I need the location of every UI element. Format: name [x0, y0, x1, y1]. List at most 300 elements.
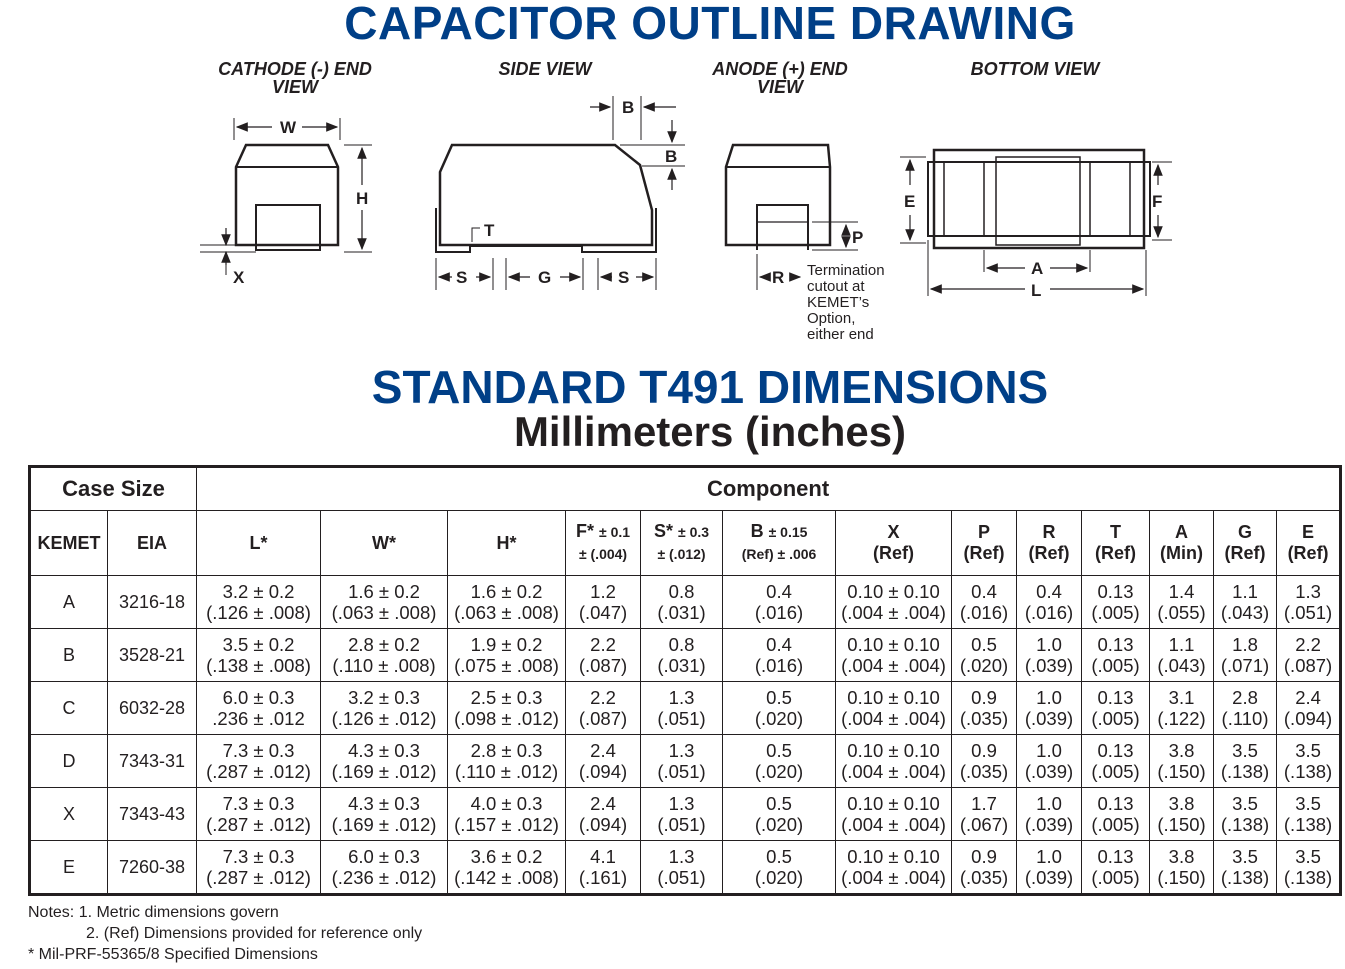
dimension-cell	[1017, 682, 1082, 735]
dimension-cell	[448, 682, 566, 735]
dimension-cell	[1277, 576, 1341, 629]
metric-value: 0.8	[668, 634, 695, 655]
dimension-cell	[836, 576, 952, 629]
note-3: * Mil-PRF-55365/8 Specified Dimensions	[28, 946, 318, 963]
dim-r-label: R	[772, 268, 785, 287]
metric-value: 1.6 ± 0.2	[470, 581, 543, 602]
inch-value: (.157 ± .012)	[454, 814, 559, 835]
dim-e-label: E	[904, 192, 916, 211]
bottom-view-label: BOTTOM VIEW	[970, 59, 1100, 79]
metric-value: 1.9 ± 0.2	[470, 634, 543, 655]
inch-value: (.063 ± .008)	[331, 602, 437, 623]
inch-value: (.150)	[1157, 761, 1206, 782]
metric-value: 3.2 ± 0.3	[348, 687, 420, 708]
dimension-cell	[952, 629, 1017, 682]
dimension-cell	[448, 576, 566, 629]
metric-value: 1.3	[668, 687, 695, 708]
dimension-cell	[566, 735, 641, 788]
metric-value: 4.3 ± 0.3	[348, 740, 420, 761]
dimension-cell	[321, 576, 448, 629]
dimension-cell	[641, 841, 723, 895]
dimension-cell	[448, 735, 566, 788]
inch-value: (.051)	[657, 708, 706, 729]
metric-value: 2.8 ± 0.3	[470, 740, 543, 761]
dim-f-label: F	[1152, 192, 1163, 211]
dimension-cell	[197, 682, 321, 735]
metric-value: 3.2 ± 0.2	[222, 581, 295, 602]
inch-value: (.043)	[1220, 602, 1270, 623]
dimension-cell	[836, 788, 952, 841]
dimension-cell	[1017, 629, 1082, 682]
dimension-cell	[641, 682, 723, 735]
metric-value: 2.2	[590, 634, 616, 655]
inch-value: (.087)	[578, 708, 628, 729]
table-row	[30, 841, 1341, 895]
dimension-cell	[1082, 735, 1150, 788]
metric-value: 0.9	[971, 740, 997, 761]
dimension-cell	[1277, 788, 1341, 841]
metric-value: 6.0 ± 0.3	[222, 687, 295, 708]
metric-value: 4.0 ± 0.3	[470, 793, 543, 814]
dim-a-label: A	[1031, 259, 1044, 278]
metric-value: 4.1	[590, 846, 616, 867]
standard-title: STANDARD T491 DIMENSIONS	[371, 361, 1049, 413]
dimension-cell	[448, 629, 566, 682]
metric-value: 3.8	[1168, 793, 1195, 814]
metric-value: 0.10 ± 0.10	[847, 687, 940, 708]
dimension-cell	[197, 841, 321, 895]
side-view-label: SIDE VIEW	[498, 59, 592, 79]
metric-value: 0.5	[766, 687, 792, 708]
metric-value: 3.8	[1168, 846, 1195, 867]
col-t: T (Ref)	[1082, 511, 1150, 576]
inch-value: (.122)	[1157, 708, 1206, 729]
dim-b2-label: B	[665, 147, 678, 166]
note-1: Notes: 1. Metric dimensions govern	[28, 904, 279, 921]
dimension-cell	[641, 576, 723, 629]
col-h: H*	[448, 511, 566, 576]
inch-value: (.287 ± .012)	[206, 867, 311, 888]
metric-value: 0.13	[1097, 634, 1134, 655]
dimension-cell	[1082, 629, 1150, 682]
dimension-cell	[566, 576, 641, 629]
metric-value: 0.13	[1097, 581, 1134, 602]
metric-value: 0.10 ± 0.10	[847, 581, 940, 602]
dimension-cell	[836, 682, 952, 735]
dimension-cell	[1214, 841, 1277, 895]
dimension-cell	[836, 629, 952, 682]
dimension-cell	[1017, 788, 1082, 841]
metric-value: 0.4	[766, 581, 792, 602]
dimension-cell	[1214, 629, 1277, 682]
dimension-cell	[1150, 788, 1214, 841]
inch-value: (.169 ± .012)	[331, 814, 437, 835]
col-g: G (Ref)	[1214, 511, 1277, 576]
metric-value: 3.8	[1168, 740, 1195, 761]
inch-value: (.020)	[754, 708, 804, 729]
col-x: X (Ref)	[836, 511, 952, 576]
inch-value: (.016)	[959, 602, 1009, 623]
eia-cell: 3528-21	[108, 629, 197, 682]
dimension-cell	[723, 682, 836, 735]
dimension-cell	[1082, 841, 1150, 895]
eia-cell: 3216-18	[108, 576, 197, 629]
dim-s1-label: S	[456, 268, 468, 287]
metric-value: 0.8	[668, 581, 695, 602]
metric-value: 0.10 ± 0.10	[847, 634, 940, 655]
col-w: W*	[321, 511, 448, 576]
inch-value: (.020)	[754, 761, 804, 782]
col-s: S* ± 0.3 ± (.012)	[641, 511, 723, 576]
table-row	[30, 735, 1341, 788]
inch-value: (.094)	[578, 814, 628, 835]
metric-value: 0.5	[766, 740, 792, 761]
dimension-cell	[566, 629, 641, 682]
dimension-cell	[321, 682, 448, 735]
cathode-end-shape	[200, 118, 372, 275]
dimension-cell	[723, 576, 836, 629]
inch-value: (.087)	[578, 655, 628, 676]
dimension-cell	[723, 629, 836, 682]
inch-value: (.138)	[1283, 867, 1333, 888]
dimension-cell	[1017, 576, 1082, 629]
dimension-cell	[952, 841, 1017, 895]
col-l: L*	[197, 511, 321, 576]
col-r: R (Ref)	[1017, 511, 1082, 576]
metric-value: 0.13	[1097, 687, 1134, 708]
metric-value: 0.9	[971, 846, 997, 867]
inch-value: (.150)	[1157, 814, 1206, 835]
inch-value: (.287 ± .012)	[206, 814, 311, 835]
dimension-cell	[1277, 735, 1341, 788]
kemet-cell: C	[30, 682, 108, 735]
inch-value: (.051)	[1283, 602, 1333, 623]
inch-value: (.169 ± .012)	[331, 761, 437, 782]
inch-value: (.005)	[1091, 655, 1140, 676]
dimension-cell	[1150, 576, 1214, 629]
metric-value: 1.0	[1036, 846, 1062, 867]
metric-value: 2.5 ± 0.3	[470, 687, 543, 708]
dimension-cell	[197, 788, 321, 841]
dimension-cell	[1150, 682, 1214, 735]
col-f: F* ± 0.1 ± (.004)	[566, 511, 641, 576]
dimension-cell	[1082, 576, 1150, 629]
col-a: A (Min)	[1150, 511, 1214, 576]
dimension-cell	[321, 788, 448, 841]
inch-value: (.020)	[754, 814, 804, 835]
inch-value: (.035)	[959, 761, 1009, 782]
drawing-title: CAPACITOR OUTLINE DRAWING	[344, 0, 1076, 49]
kemet-cell: B	[30, 629, 108, 682]
col-e: E (Ref)	[1277, 511, 1341, 576]
inch-value: (.287 ± .012)	[206, 761, 311, 782]
table-row	[30, 629, 1341, 682]
table-row	[30, 576, 1341, 629]
kemet-cell: A	[30, 576, 108, 629]
kemet-cell: E	[30, 841, 108, 895]
col-kemet: KEMET	[30, 511, 108, 576]
inch-value: (.004 ± .004)	[841, 814, 946, 835]
dimension-cell	[1214, 735, 1277, 788]
inch-value: (.067)	[959, 814, 1009, 835]
metric-value: 2.4	[590, 793, 616, 814]
col-eia: EIA	[108, 511, 197, 576]
units-title: Millimeters (inches)	[513, 408, 907, 455]
component-header: Component	[197, 467, 1341, 511]
metric-value: 4.3 ± 0.3	[348, 793, 420, 814]
inch-value: (.110 ± .012)	[454, 761, 559, 782]
inch-value: (.004 ± .004)	[841, 761, 946, 782]
dimension-cell	[321, 841, 448, 895]
metric-value: 0.5	[971, 634, 997, 655]
dimension-cell	[1082, 788, 1150, 841]
metric-value: 3.5 ± 0.2	[222, 634, 295, 655]
table-row	[30, 788, 1341, 841]
case-size-header: Case Size	[30, 467, 197, 511]
dimension-cell	[641, 735, 723, 788]
dimension-cell	[952, 788, 1017, 841]
termination-note-5: either end	[807, 326, 874, 343]
dimension-cell	[1277, 682, 1341, 735]
dimension-cell	[723, 788, 836, 841]
inch-value: (.071)	[1220, 655, 1270, 676]
inch-value: (.020)	[959, 655, 1009, 676]
dimension-cell	[952, 682, 1017, 735]
metric-value: 0.10 ± 0.10	[847, 740, 940, 761]
inch-value: (.138)	[1220, 761, 1270, 782]
dimension-cell	[566, 841, 641, 895]
inch-value: (.016)	[1024, 602, 1074, 623]
metric-value: 1.0	[1036, 687, 1062, 708]
note-2: 2. (Ref) Dimensions provided for reference only	[86, 925, 423, 942]
dimension-cell	[566, 682, 641, 735]
eia-cell: 7260-38	[108, 841, 197, 895]
table-row	[30, 682, 1341, 735]
dimensions-table	[28, 465, 1342, 896]
inch-value: (.039)	[1024, 867, 1074, 888]
metric-value: 0.10 ± 0.10	[847, 846, 940, 867]
dimension-cell	[1277, 841, 1341, 895]
inch-value: (.005)	[1091, 761, 1140, 782]
metric-value: 3.5	[1295, 740, 1321, 761]
eia-cell: 6032-28	[108, 682, 197, 735]
inch-value: (.039)	[1024, 761, 1074, 782]
dim-p-label: P	[852, 228, 864, 247]
inch-value: .236 ± .012	[212, 708, 305, 729]
eia-cell: 7343-31	[108, 735, 197, 788]
inch-value: (.004 ± .004)	[841, 602, 946, 623]
termination-note-2: cutout at	[807, 278, 865, 295]
metric-value: 1.3	[668, 793, 695, 814]
inch-value: (.005)	[1091, 814, 1140, 835]
dimension-cell	[197, 629, 321, 682]
metric-value: 0.4	[1036, 581, 1062, 602]
eia-cell: 7343-43	[108, 788, 197, 841]
dimension-cell	[197, 735, 321, 788]
dim-l-label: L	[1031, 281, 1042, 300]
metric-value: 2.4	[1295, 687, 1321, 708]
dimension-cell	[1214, 682, 1277, 735]
inch-value: (.004 ± .004)	[841, 655, 946, 676]
metric-value: 2.2	[1295, 634, 1321, 655]
metric-value: 3.5	[1232, 846, 1258, 867]
dimension-cell	[836, 735, 952, 788]
kemet-cell: D	[30, 735, 108, 788]
dim-b1-label: B	[622, 98, 635, 117]
inch-value: (.005)	[1091, 602, 1140, 623]
termination-note-3: KEMET’s	[807, 294, 870, 311]
cathode-view-label: CATHODE (-) END VIEW	[218, 59, 372, 97]
metric-value: 0.5	[766, 793, 792, 814]
inch-value: (.138 ± .008)	[206, 655, 311, 676]
inch-value: (.005)	[1091, 708, 1140, 729]
inch-value: (.016)	[754, 655, 804, 676]
inch-value: (.138)	[1283, 814, 1333, 835]
metric-value: 2.8	[1232, 687, 1258, 708]
dimension-cell	[952, 576, 1017, 629]
metric-value: 0.9	[971, 687, 997, 708]
inch-value: (.039)	[1024, 655, 1074, 676]
inch-value: (.110)	[1221, 708, 1269, 729]
inch-value: (.094)	[1283, 708, 1333, 729]
inch-value: (.035)	[959, 867, 1009, 888]
dimension-cell	[197, 576, 321, 629]
dimension-cell	[566, 788, 641, 841]
inch-value: (.236 ± .012)	[331, 867, 437, 888]
col-b: B ± 0.15 (Ref) ± .006	[723, 511, 836, 576]
dim-t-label: T	[484, 221, 495, 240]
metric-value: 3.5	[1295, 846, 1321, 867]
inch-value: (.063 ± .008)	[454, 602, 559, 623]
termination-note-4: Option,	[807, 310, 856, 327]
dimension-cell	[1150, 735, 1214, 788]
dimension-cell	[836, 841, 952, 895]
metric-value: 2.2	[590, 687, 616, 708]
inch-value: (.138)	[1283, 761, 1333, 782]
metric-value: 2.4	[590, 740, 616, 761]
dim-g-label: G	[538, 268, 552, 287]
dimension-cell	[1150, 841, 1214, 895]
dim-s2-label: S	[618, 268, 630, 287]
metric-value: 0.4	[971, 581, 997, 602]
metric-value: 0.13	[1097, 846, 1134, 867]
metric-value: 0.4	[766, 634, 792, 655]
metric-value: 1.7	[971, 793, 997, 814]
metric-value: 1.2	[590, 581, 616, 602]
dimension-cell	[448, 788, 566, 841]
dimension-cell	[1214, 576, 1277, 629]
dimension-cell	[1017, 841, 1082, 895]
dim-x-label: X	[233, 268, 245, 287]
metric-value: 1.1	[1168, 634, 1195, 655]
metric-value: 3.5	[1232, 740, 1258, 761]
metric-value: 2.8 ± 0.2	[348, 634, 420, 655]
metric-value: 0.13	[1097, 740, 1134, 761]
inch-value: (.161)	[578, 867, 628, 888]
dimension-cell	[1082, 682, 1150, 735]
dimension-cell	[1017, 735, 1082, 788]
inch-value: (.004 ± .004)	[841, 867, 946, 888]
metric-value: 1.3	[1295, 581, 1321, 602]
dimension-cell	[321, 735, 448, 788]
dimension-cell	[1150, 629, 1214, 682]
inch-value: (.110 ± .008)	[332, 655, 436, 676]
metric-value: 7.3 ± 0.3	[222, 793, 295, 814]
metric-value: 1.6 ± 0.2	[348, 581, 420, 602]
metric-value: 1.8	[1232, 634, 1258, 655]
kemet-cell: X	[30, 788, 108, 841]
metric-value: 0.10 ± 0.10	[847, 793, 940, 814]
metric-value: 7.3 ± 0.3	[222, 846, 295, 867]
inch-value: (.020)	[754, 867, 804, 888]
metric-value: 1.4	[1168, 581, 1195, 602]
metric-value: 6.0 ± 0.3	[348, 846, 420, 867]
inch-value: (.043)	[1157, 655, 1206, 676]
inch-value: (.016)	[754, 602, 804, 623]
dimension-cell	[723, 735, 836, 788]
inch-value: (.087)	[1283, 655, 1333, 676]
inch-value: (.039)	[1024, 708, 1074, 729]
inch-value: (.138)	[1220, 814, 1270, 835]
inch-value: (.039)	[1024, 814, 1074, 835]
inch-value: (.051)	[657, 761, 706, 782]
dimension-cell	[952, 735, 1017, 788]
dimension-cell	[321, 629, 448, 682]
inch-value: (.138)	[1220, 867, 1270, 888]
metric-value: 3.6 ± 0.2	[470, 846, 543, 867]
metric-value: 3.5	[1232, 793, 1258, 814]
inch-value: (.051)	[657, 814, 706, 835]
inch-value: (.142 ± .008)	[454, 867, 559, 888]
inch-value: (.031)	[657, 602, 706, 623]
metric-value: 1.1	[1232, 581, 1258, 602]
outline-drawing	[0, 0, 1345, 360]
inch-value: (.126 ± .012)	[331, 708, 437, 729]
metric-value: 3.1	[1168, 687, 1195, 708]
inch-value: (.055)	[1157, 602, 1206, 623]
inch-value: (.126 ± .008)	[206, 602, 311, 623]
inch-value: (.004 ± .004)	[841, 708, 946, 729]
dimension-cell	[1214, 788, 1277, 841]
termination-note-1: Termination	[807, 262, 885, 279]
metric-value: 7.3 ± 0.3	[222, 740, 295, 761]
inch-value: (.035)	[959, 708, 1009, 729]
dimension-cell	[448, 841, 566, 895]
metric-value: 0.5	[766, 846, 792, 867]
metric-value: 3.5	[1295, 793, 1321, 814]
inch-value: (.150)	[1157, 867, 1206, 888]
metric-value: 1.0	[1036, 634, 1062, 655]
metric-value: 1.0	[1036, 740, 1062, 761]
inch-value: (.005)	[1091, 867, 1140, 888]
inch-value: (.051)	[657, 867, 706, 888]
inch-value: (.031)	[657, 655, 706, 676]
metric-value: 1.3	[668, 740, 695, 761]
dim-w-label: W	[280, 118, 297, 137]
metric-value: 1.0	[1036, 793, 1062, 814]
col-p: P (Ref)	[952, 511, 1017, 576]
anode-view-label: ANODE (+) END VIEW	[712, 59, 848, 97]
dim-h-label: H	[356, 189, 369, 208]
metric-value: 0.13	[1097, 793, 1134, 814]
dimension-cell	[723, 841, 836, 895]
metric-value: 1.3	[668, 846, 695, 867]
dimension-cell	[1277, 629, 1341, 682]
dimension-cell	[641, 788, 723, 841]
inch-value: (.047)	[578, 602, 628, 623]
side-view-shape	[436, 96, 685, 290]
dimension-cell	[641, 629, 723, 682]
